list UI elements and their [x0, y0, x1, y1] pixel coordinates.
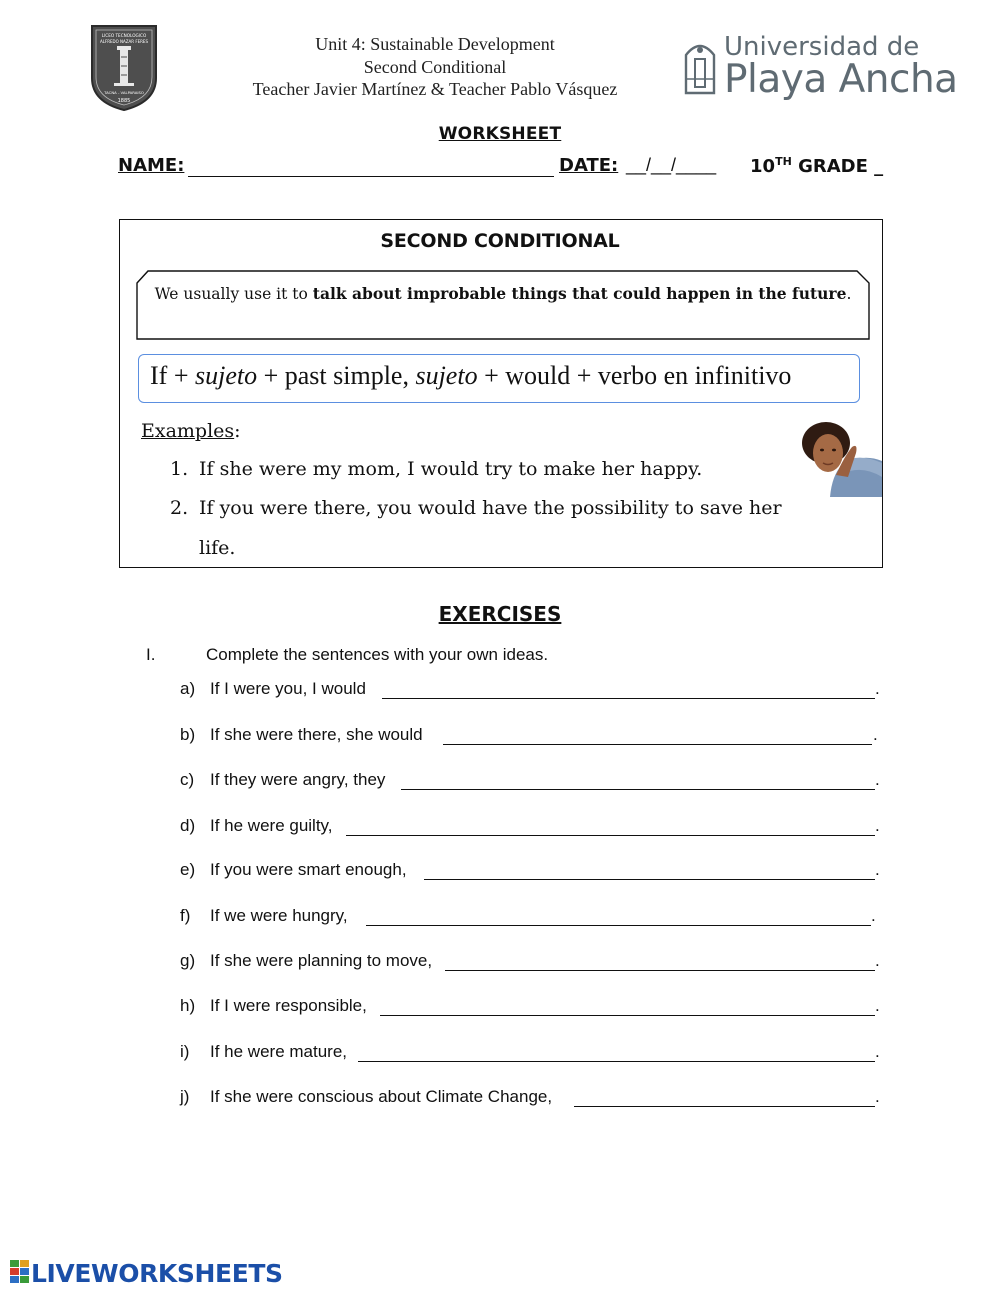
grade-label: [750, 155, 883, 177]
answer-blank-f[interactable]: [366, 925, 871, 926]
exercise-item-f: [0, 906, 1000, 932]
exercise-letter: b): [180, 725, 196, 744]
exercise-prompt: If she were planning to move,: [210, 951, 433, 970]
answer-blank-g[interactable]: [445, 970, 875, 971]
exercise-letter: e): [180, 860, 196, 879]
exercise-letter: c): [180, 770, 195, 789]
crest-line-4: 1885: [117, 98, 131, 104]
exercise-item-a: [0, 679, 1000, 705]
instruction-text: Complete the sentences with your own ideas.: [206, 645, 549, 664]
name-field[interactable]: [188, 176, 554, 177]
line-end-dot: .: [875, 951, 880, 970]
exercise-prompt: If they were angry, they: [210, 770, 386, 789]
formula-part-4: sujeto: [415, 361, 478, 390]
name-label: [118, 155, 184, 176]
example-1-number: 1.: [170, 458, 189, 480]
examples-colon: :: [234, 420, 241, 442]
instruction-number: I.: [146, 645, 156, 664]
example-2-continuation: life.: [199, 537, 236, 559]
crest-line-1: LICEO TECNOLOGICO: [101, 33, 147, 38]
exercise-item-i: [0, 1042, 1000, 1068]
exercise-item-d: [0, 816, 1000, 842]
line-end-dot: .: [875, 996, 880, 1015]
exercise-letter: h): [180, 996, 196, 1015]
exercises-title: EXERCISES: [438, 602, 562, 626]
line-end-dot: .: [875, 679, 880, 698]
exercise-prompt: If you were smart enough,: [210, 860, 407, 879]
exercise-letter: i): [180, 1042, 190, 1061]
answer-blank-i[interactable]: [358, 1061, 875, 1062]
usage-end: .: [846, 285, 852, 303]
liveworksheets-brand[interactable]: LIVEWORKSHEETS: [31, 1259, 283, 1288]
exercise-prompt: If we were hungry,: [210, 906, 348, 925]
formula: [150, 361, 791, 391]
liveworksheets-logo-icon: [10, 1260, 30, 1284]
date-label-text: DATE:: [559, 155, 619, 176]
exercise-prompt: If he were guilty,: [210, 816, 333, 835]
topic-title: Second Conditional: [363, 56, 507, 77]
exercise-item-h: [0, 996, 1000, 1022]
answer-blank-e[interactable]: [424, 879, 875, 880]
answer-blank-j[interactable]: [574, 1106, 875, 1107]
grade-text: GRADE _: [798, 156, 884, 177]
crest-line-3: TACNA - VALPARAISO: [104, 90, 144, 95]
exercise-prompt: If he were mature,: [210, 1042, 348, 1061]
examples-label-text: Examples: [141, 420, 235, 442]
answer-blank-d[interactable]: [346, 835, 875, 836]
exercise-letter: g): [180, 951, 196, 970]
formula-part-2: sujeto: [194, 361, 258, 390]
line-end-dot: .: [875, 1087, 880, 1106]
exercise-prompt: If she were conscious about Climate Change,: [210, 1087, 553, 1106]
usage-plain: We usually use it to: [154, 285, 313, 303]
line-end-dot: .: [875, 860, 880, 879]
example-2-number: 2.: [170, 497, 189, 519]
example-1-text: If she were my mom, I would try to make her happy.: [199, 458, 703, 480]
line-end-dot: .: [875, 816, 880, 835]
line-end-dot: .: [875, 1042, 880, 1061]
answer-blank-c[interactable]: [401, 789, 875, 790]
grammar-title: SECOND CONDITIONAL: [380, 230, 620, 252]
line-end-dot: .: [875, 770, 880, 789]
exercise-item-b: [0, 725, 1000, 751]
university-logo: [682, 32, 958, 102]
university-name-line2: Playa Ancha: [724, 57, 958, 102]
thinking-woman-photo: [792, 417, 882, 497]
formula-part-1: If +: [150, 361, 195, 390]
exercise-item-c: [0, 770, 1000, 796]
grade-suffix: TH: [775, 155, 792, 168]
usage-description: [150, 282, 856, 306]
school-crest-logo: [90, 24, 158, 112]
exercise-item-j: [0, 1087, 1000, 1113]
exercise-letter: a): [180, 679, 196, 698]
exercise-prompt: If I were you, I would: [210, 679, 366, 698]
date-field[interactable]: __/__/____: [626, 155, 717, 175]
formula-part-3: + past simple,: [257, 361, 416, 390]
date-label: [559, 155, 618, 176]
usage-frame: [136, 270, 872, 342]
exercise-prompt: If she were there, she would: [210, 725, 423, 744]
exercise-letter: f): [180, 906, 191, 925]
exercise-item-e: [0, 860, 1000, 886]
formula-part-5: + would + verbo en infinitivo: [477, 361, 792, 390]
exercise-prompt: If I were responsible,: [210, 996, 367, 1015]
answer-blank-h[interactable]: [380, 1015, 875, 1016]
exercise-letter: j): [180, 1087, 190, 1106]
answer-blank-a[interactable]: [382, 698, 875, 699]
grade-number: 10: [750, 156, 776, 177]
name-label-text: NAME:: [118, 155, 185, 176]
header-title-block: [200, 33, 670, 101]
example-2-text: If you were there, you would have the possibility to save her: [199, 497, 782, 519]
examples-label: [141, 420, 241, 442]
usage-bold: talk about improbable things that could happen in the future: [312, 284, 847, 303]
crest-line-2: ALFREDO NAZAR FERES: [99, 39, 149, 44]
worksheet-title: WORKSHEET: [438, 124, 562, 144]
line-end-dot: .: [871, 906, 876, 925]
unit-title: Unit 4: Sustainable Development: [315, 34, 555, 54]
exercise-item-g: [0, 951, 1000, 977]
line-end-dot: .: [873, 725, 878, 744]
university-emblem-icon: [682, 35, 718, 95]
teachers-line: Teacher Javier Martínez & Teacher Pablo Vásquez: [252, 79, 618, 99]
answer-blank-b[interactable]: [443, 744, 872, 745]
university-name-line1: Universidad de: [724, 32, 920, 62]
exercise-letter: d): [180, 816, 196, 835]
